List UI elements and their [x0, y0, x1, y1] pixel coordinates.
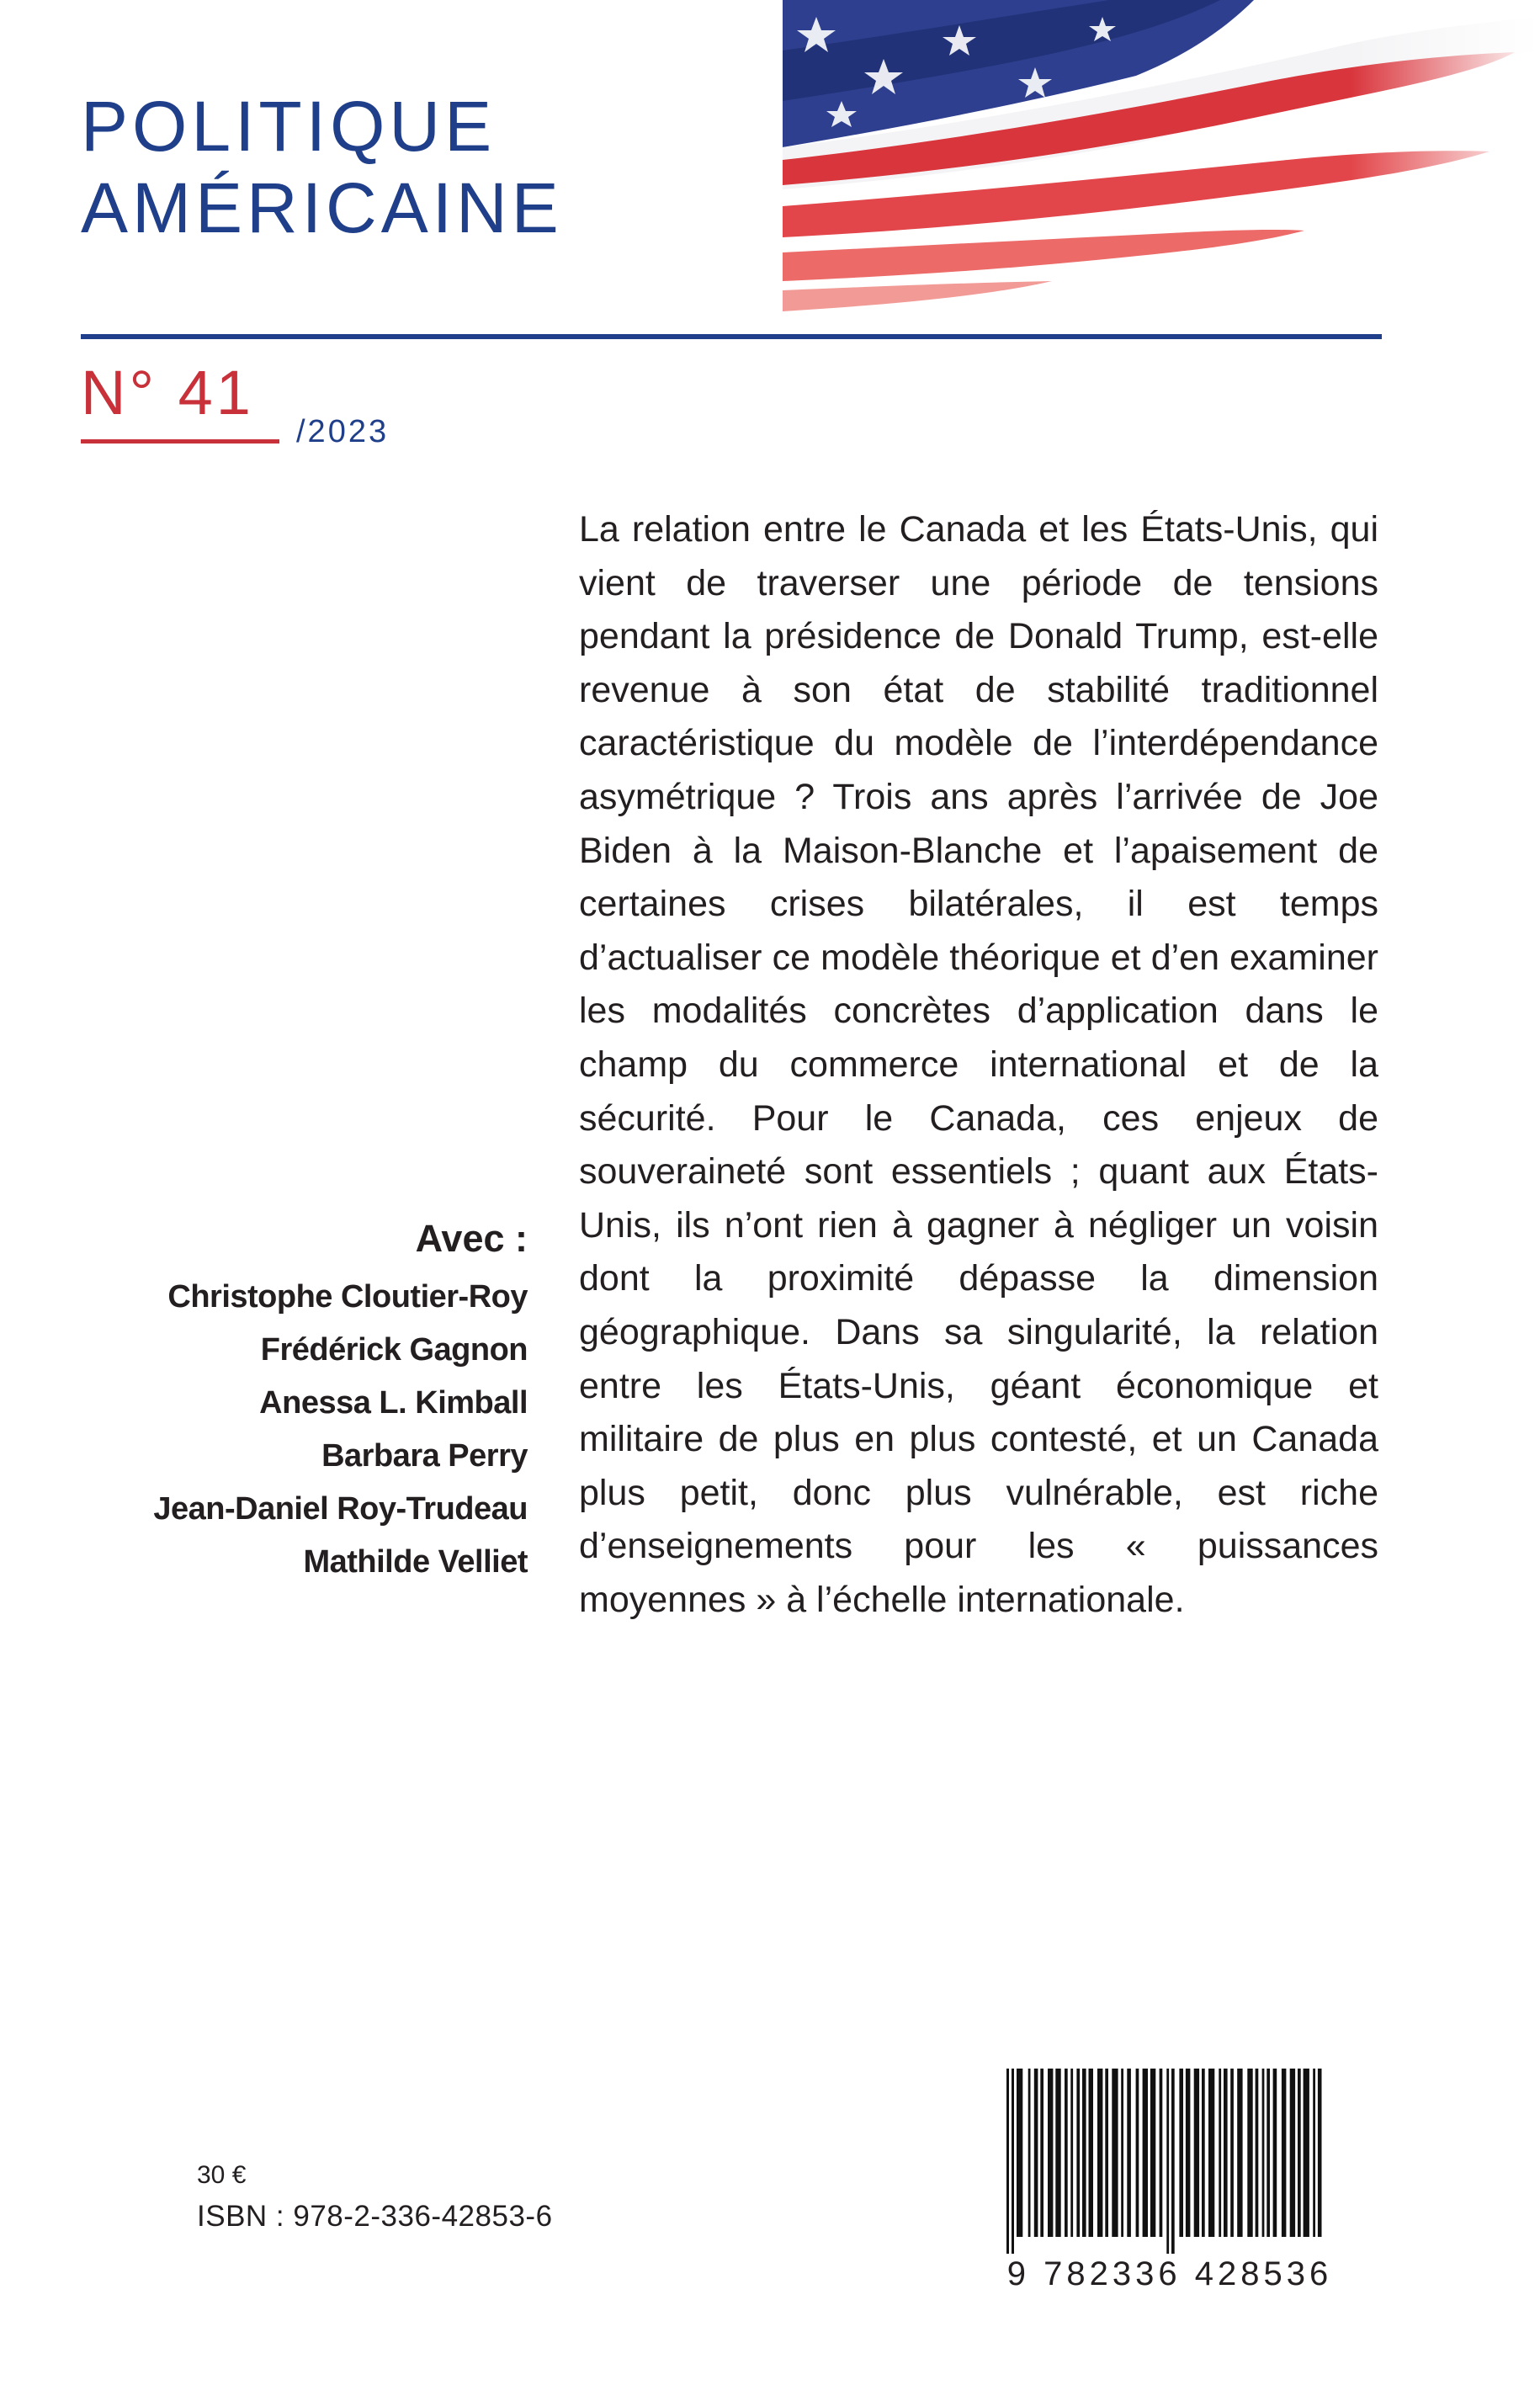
barcode-bars	[1001, 2069, 1338, 2254]
issue-underline	[81, 439, 279, 444]
barcode-bar	[1318, 2069, 1322, 2237]
contributor-name: Christophe Cloutier-Roy	[167, 1279, 528, 1315]
barcode-bar	[1160, 2069, 1163, 2237]
barcode-bar	[1313, 2069, 1315, 2237]
barcode-bar	[1105, 2069, 1108, 2237]
journal-title-line2: AMÉRICAINE	[81, 168, 563, 247]
barcode-bar	[1017, 2069, 1022, 2237]
barcode-bar	[1136, 2069, 1139, 2237]
issue-number: N° 41	[81, 358, 254, 428]
back-cover-summary: La relation entre le Canada et les États-Unis, qui vient de traverser une période de tensions pendant la présidence de Donald Trump, est-elle revenue à son état de stabilité traditionnel caractéristique du modèle de l’interdépendance asymétrique ? Trois ans après l’arrivée de Joe Biden à la Maison-Blanche et l’apaisement de certaines crises bilatérales, il est temps d’actualiser ce modèle théorique et d’en examiner les modalités concrètes d’application dans le champ du commerce international et de la sécurité. Pour le Canada, ces enjeux de souveraineté sont essentiels ; quant aux États-Unis, ils n’ont rien à gagner à négliger un voisin dont la proximité dépasse la dimension géographique. Dans sa singularité, la relation entre les États-Unis, géant économique et militaire de plus en plus contesté, et un Canada plus petit, donc plus vulnérable, est riche d’enseignements pour les « puissances moyennes » à l’échelle internationale.	[579, 509, 1378, 1620]
contributor-name: Mathilde Velliet	[303, 1544, 528, 1580]
barcode-bar	[1290, 2069, 1295, 2237]
price: 30 €	[197, 2161, 247, 2189]
barcode-bar	[1097, 2069, 1102, 2237]
barcode-bar	[1076, 2069, 1080, 2237]
american-flag-artwork	[783, 0, 1540, 320]
barcode-digits: 9 782336 428536	[1006, 2255, 1333, 2292]
barcode-bar	[1282, 2069, 1287, 2237]
barcode	[1001, 2069, 1338, 2296]
barcode-bar	[1150, 2069, 1155, 2237]
barcode-bar	[1048, 2069, 1053, 2237]
contributor-name: Jean-Daniel Roy-Trudeau	[153, 1491, 528, 1527]
barcode-bar	[1237, 2069, 1242, 2237]
barcode-bar	[1127, 2069, 1131, 2237]
barcode-bar	[1186, 2069, 1191, 2237]
journal-title-line1: POLITIQUE	[81, 87, 497, 166]
barcode-bar	[1166, 2069, 1169, 2254]
barcode-bar	[1179, 2069, 1183, 2237]
barcode-bar	[1298, 2069, 1301, 2237]
barcode-bar	[1082, 2069, 1086, 2237]
barcode-bar	[1202, 2069, 1205, 2237]
barcode-bar	[1304, 2069, 1309, 2237]
barcode-bar	[1089, 2069, 1094, 2237]
barcode-bar	[1230, 2069, 1234, 2237]
contributors-label: Avec :	[415, 1217, 528, 1260]
issue-year: /2023	[296, 414, 390, 449]
barcode-bar	[1219, 2069, 1221, 2237]
barcode-bar	[1012, 2069, 1014, 2254]
barcode-bar	[1171, 2069, 1175, 2254]
contributors-list	[153, 1214, 528, 1589]
barcode-bar	[1208, 2069, 1214, 2237]
contributor-name: Anessa L. Kimball	[259, 1385, 528, 1421]
barcode-bar	[1070, 2069, 1073, 2237]
barcode-bar	[1028, 2069, 1031, 2237]
barcode-bar	[1034, 2069, 1038, 2237]
barcode-bar	[1121, 2069, 1123, 2237]
contributor-name: Frédérick Gagnon	[260, 1332, 528, 1368]
header-divider	[81, 334, 1382, 339]
barcode-bar	[1065, 2069, 1068, 2237]
barcode-bar	[1040, 2069, 1043, 2237]
barcode-bar	[1055, 2069, 1060, 2237]
barcode-bar	[1267, 2069, 1270, 2237]
barcode-bar	[1262, 2069, 1265, 2237]
barcode-bar	[1006, 2069, 1009, 2254]
barcode-bar	[1224, 2069, 1228, 2237]
barcode-bar	[1143, 2069, 1148, 2237]
barcode-bar	[1247, 2069, 1252, 2237]
barcode-bar	[1256, 2069, 1259, 2237]
barcode-bar	[1273, 2069, 1277, 2237]
barcode-bar	[1112, 2069, 1118, 2237]
barcode-bar	[1194, 2069, 1199, 2237]
isbn: ISBN : 978-2-336-42853-6	[197, 2200, 553, 2233]
contributor-name: Barbara Perry	[321, 1438, 528, 1474]
